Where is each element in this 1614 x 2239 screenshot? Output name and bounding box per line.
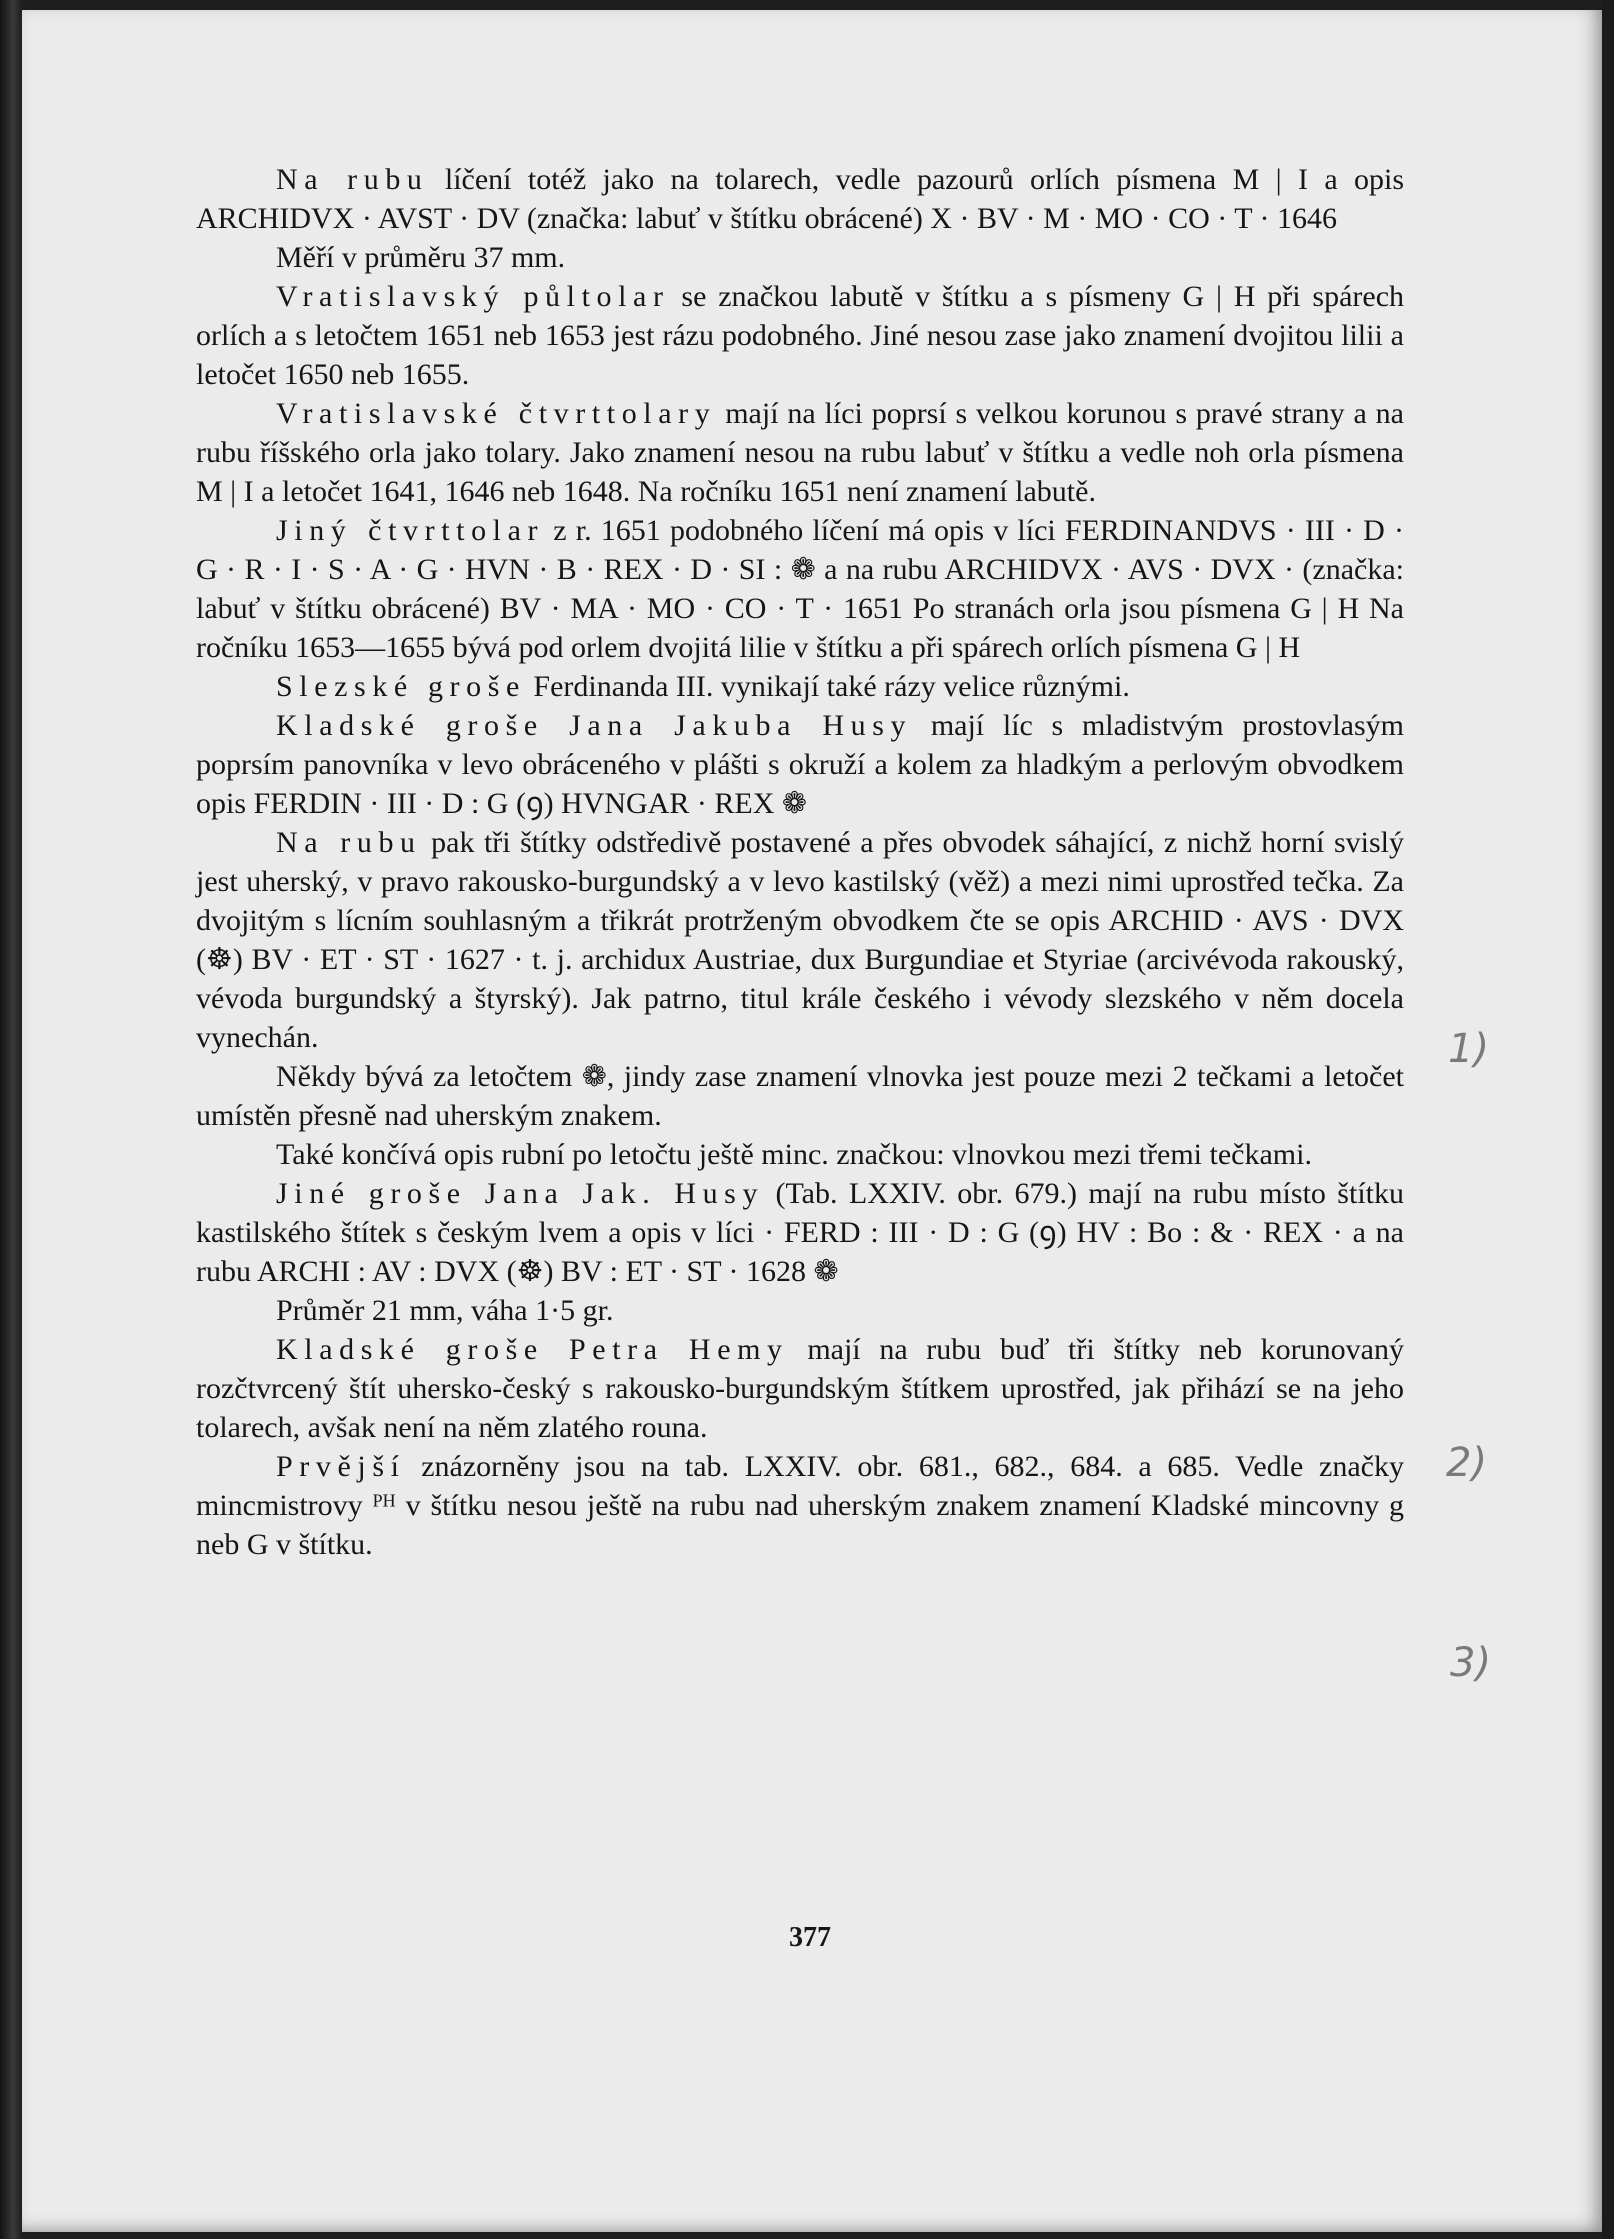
paragraph: Jiný čtvrttolar z r. 1651 podobného líčení má opis v líci FERDINANDVS · III · D · G · R · I · S · A · G · HVN · B · REX · D · SI : ❁ a na rubu ARCHIDVX · AVS · DVX · (značka: labuť v štítku obrácené) BV · MA · MO · CO · T · 1651 Po stranách orla jsou písmena G | H Na ročníku 1653—1655 bývá pod orlem dvojitá lilie v štítku a při spárech orlích písmena G | H [196,514,1405,664]
body-text [196,160,1404,1564]
paragraph: Vratislavský půltolar se značkou labutě v štítku a s písmeny G | H při spárech orlích a s letočtem 1651 neb 1653 jest rázu podobného. Jiné nesou zase jako znamení dvojitou lilii a letočet 1650 neb 1655. [196,280,1405,391]
paragraph: Také končívá opis rubní po letočtu ještě minc. značkou: vlnovkou mezi třemi tečkami. [276,1138,1312,1171]
paragraph: Průměr 21 mm, váha 1·5 gr. [276,1294,614,1327]
page-number: 377 [789,1922,831,1953]
margin-note: 1) [1448,1026,1490,1072]
paragraph: Na rubu líčení totéž jako na tolarech, vedle pazourů orlích písmena M | I a opis ARCHIDVX · AVST · DV (značka: labuť v štítku obrácené) X · BV · M · MO · CO · T · 1646 [196,163,1405,235]
binding-edge [0,0,22,2239]
paragraph: Prvější znázorněny jsou na tab. LXXIV. obr. 681., 682., 684. a 685. Vedle značky mincmistrovy ᴾᴴ v štítku nesou ještě na rubu nad uherským znakem znamení Kladské mincovny g neb G v štítku. [196,1450,1404,1561]
paragraph: Kladské groše Jana Jakuba Husy mají líc s mladistvým prostovlasým poprsím panovníka v levo obráceného v plášti s okruží a kolem za hladkým a perlovým obvodkem opis FERDIN · III · D : G (ꝯ) HVNGAR · REX ❁ [196,709,1404,820]
paragraph: Slezské groše Ferdinanda III. vynikají také rázy velice různými. [276,670,1130,703]
scan-right-edge [1602,0,1614,2239]
paragraph: Kladské groše Petra Hemy mají na rubu buď tři štítky neb korunovaný rozčtvrcený štít uhersko-český s rakousko-burgundským štítkem uprostřed, jak přihází se na jeho tolarech, avšak není na něm zlatého rouna. [196,1333,1404,1444]
paragraph: Na rubu pak tři štítky odstředivě postavené a přes obvodek sáhající, z nichž horní svislý jest uherský, v pravo rakousko-burgundský a v levo kastilský (věž) a mezi nimi uprostřed tečka. Za dvojitým s lícním souhlasným a třikrát protrženým obvodkem čte se opis ARCHID · AVS · DVX (☸) BV · ET · ST · 1627 · t. j. archidux Austriae, dux Burgundiae et Styriae (arcivévoda rakouský, vévoda burgundský a štyrský). Jak patrno, titul krále českého i vévody slezského v něm docela vynechán. [196,826,1404,1054]
paragraph: Jiné groše Jana Jak. Husy (Tab. LXXIV. obr. 679.) mají na rubu místo štítku kastilského štítek s českým lvem a opis v líci · FERD : III · D : G (ꝯ) HV : Bo : & · REX · a na rubu ARCHI : AV : DVX (☸) BV : ET · ST · 1628 ❁ [196,1177,1404,1288]
paragraph: Někdy bývá za letočtem ❁, jindy zase znamení vlnovka jest pouze mezi 2 tečkami a letočet umístěn přesně nad uherským znakem. [196,1060,1404,1132]
paragraph: Vratislavské čtvrttolary mají na líci poprsí s velkou korunou s pravé strany a na rubu říšského orla jako tolary. Jako znamení nesou na rubu labuť v štítku a vedle noh orla písmena M | I a letočet 1641, 1646 neb 1648. Na ročníku 1651 není znamení labutě. [196,397,1404,508]
margin-note: 2) [1446,1440,1488,1486]
paragraph: Měří v průměru 37 mm. [276,241,566,274]
margin-note: 3) [1450,1640,1492,1686]
